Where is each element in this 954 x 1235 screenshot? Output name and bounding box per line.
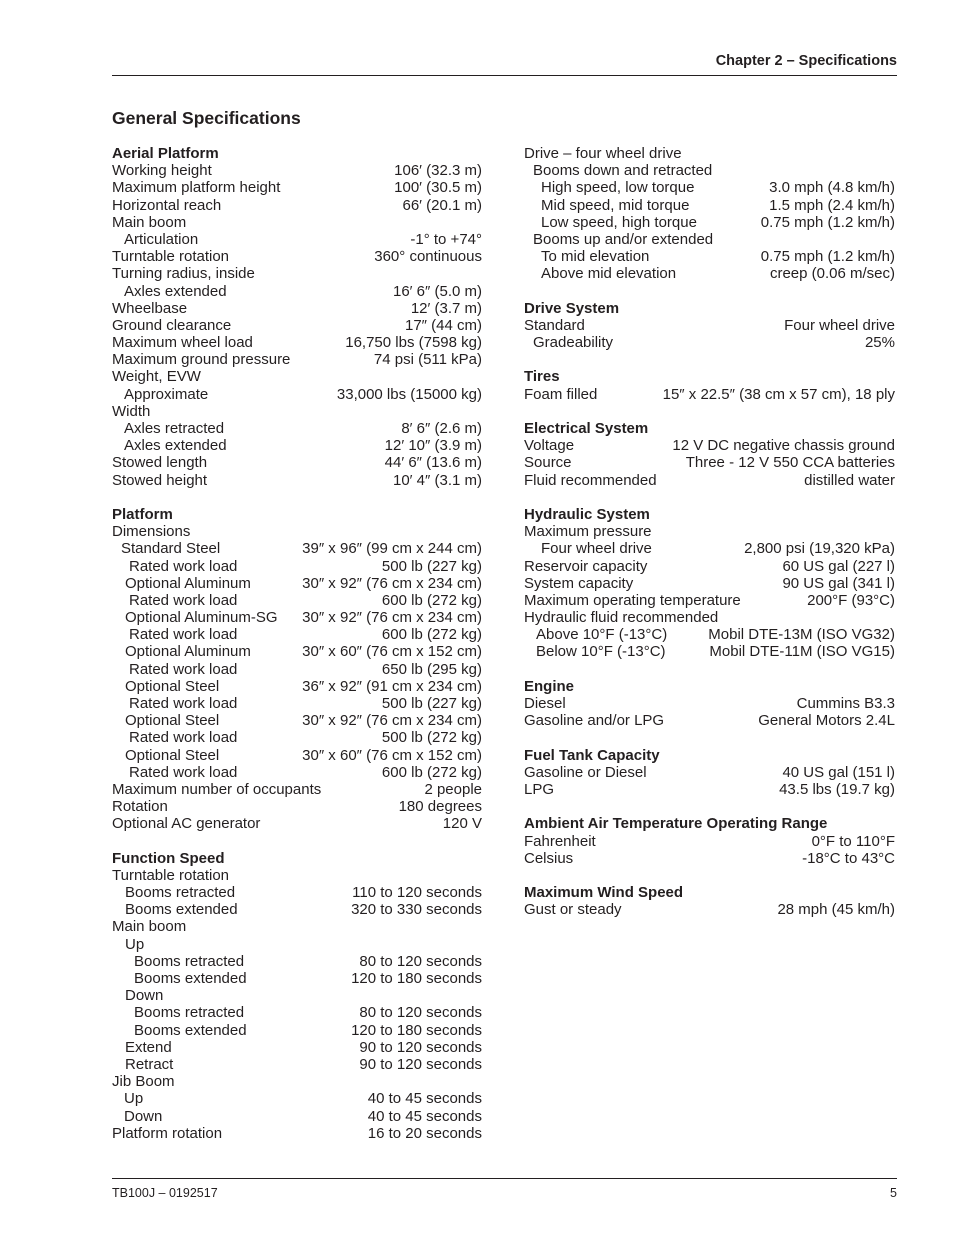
spec-row xyxy=(112,575,482,592)
footer-rule xyxy=(112,1178,897,1179)
spec-label: Foam filled xyxy=(524,385,598,403)
spec-row xyxy=(524,558,895,575)
spec-value: 106′ (32.3 m) xyxy=(394,162,482,180)
spec-value: 40 to 45 seconds xyxy=(367,1090,482,1108)
spec-label: System capacity xyxy=(524,574,634,592)
spec-label: Rated work load xyxy=(129,729,238,747)
spec-row xyxy=(112,403,482,420)
spec-value: 90 to 120 seconds xyxy=(359,1038,482,1056)
spec-row xyxy=(524,833,895,850)
spec-label: LPG xyxy=(524,780,555,798)
spec-label: Articulation xyxy=(124,230,199,248)
spec-label: Reservoir capacity xyxy=(524,557,648,575)
spec-row xyxy=(524,265,895,282)
spec-value: distilled water xyxy=(804,471,895,489)
spec-value: 30″ x 92″ (76 cm x 234 cm) xyxy=(302,712,482,730)
spec-row xyxy=(524,643,895,660)
spec-value: 90 US gal (341 l) xyxy=(782,574,895,592)
spec-row xyxy=(524,592,895,609)
spec-label: Optional Steel xyxy=(125,712,220,730)
spec-label: Main boom xyxy=(112,918,187,936)
spec-value: 120 to 180 seconds xyxy=(351,970,482,987)
spec-label: Platform rotation xyxy=(112,1124,223,1142)
spec-value: 44′ 6″ (13.6 m) xyxy=(384,454,482,472)
spec-row xyxy=(524,179,895,196)
spec-label: Gasoline and/or LPG xyxy=(524,712,665,730)
spec-row xyxy=(112,197,482,214)
spec-label: Booms up and/or extended xyxy=(533,230,714,248)
spec-label: Rated work load xyxy=(129,660,238,678)
spec-row xyxy=(112,1022,482,1039)
spec-row xyxy=(112,747,482,764)
section-heading: Drive System xyxy=(524,299,620,317)
spec-label: Wheelbase xyxy=(112,299,188,317)
spec-label: Turntable rotation xyxy=(112,866,230,884)
section-heading: Electrical System xyxy=(524,420,649,437)
spec-label: Turning radius, inside xyxy=(112,265,255,283)
spec-row xyxy=(112,626,482,643)
section-heading: Fuel Tank Capacity xyxy=(524,746,660,764)
spec-value: 74 psi (511 kPa) xyxy=(373,351,482,369)
spec-label: Weight, EVW xyxy=(112,368,201,386)
spec-label: Booms extended xyxy=(134,1021,247,1039)
spec-value: 43.5 lbs (19.7 kg) xyxy=(779,780,895,798)
spec-label: Main boom xyxy=(112,213,187,231)
spec-value: 600 lb (272 kg) xyxy=(381,591,482,609)
spec-value: 17″ (44 cm) xyxy=(405,316,482,334)
spec-label: Drive – four wheel drive xyxy=(524,145,682,162)
spec-label: Optional Aluminum xyxy=(125,643,251,661)
spec-label: Horizontal reach xyxy=(112,196,222,214)
spec-value: 39″ x 96″ (99 cm x 244 cm) xyxy=(302,540,482,558)
spec-value: 3.0 mph (4.8 km/h) xyxy=(769,179,895,197)
section-heading: Aerial Platform xyxy=(112,145,219,162)
spec-label: Axles extended xyxy=(124,437,227,455)
spec-row xyxy=(112,231,482,248)
spec-section-hydraulic-system xyxy=(524,506,895,661)
spec-row xyxy=(112,953,482,970)
spec-section-fuel-tank-capacity xyxy=(524,747,895,799)
spec-value: 2 people xyxy=(424,780,482,798)
spec-value: 120 V xyxy=(442,815,482,833)
spec-row xyxy=(112,386,482,403)
spec-label: Below 10°F (-13°C) xyxy=(536,643,666,661)
spec-label: Maximum ground pressure xyxy=(112,351,291,369)
spec-value: 2,800 psi (19,320 kPa) xyxy=(744,540,895,558)
spec-value: 16 to 20 seconds xyxy=(367,1124,482,1142)
spec-row xyxy=(112,472,482,489)
spec-label: Booms retracted xyxy=(125,884,236,902)
spec-value: 600 lb (272 kg) xyxy=(381,626,482,644)
spec-value: 66′ (20.1 m) xyxy=(402,196,482,214)
spec-row xyxy=(524,214,895,231)
spec-section-electrical-system xyxy=(524,420,895,489)
spec-row xyxy=(524,231,895,248)
spec-row xyxy=(112,781,482,798)
spec-row xyxy=(112,592,482,609)
spec-value: 120 to 180 seconds xyxy=(351,1021,482,1039)
spec-label: Maximum number of occupants xyxy=(112,780,322,798)
spec-row xyxy=(112,540,482,557)
spec-row xyxy=(112,334,482,351)
spec-label: Source xyxy=(524,454,572,472)
spec-value: 30″ x 60″ (76 cm x 152 cm) xyxy=(302,643,482,661)
spec-label: Stowed length xyxy=(112,454,208,472)
spec-label: Diesel xyxy=(524,695,566,712)
spec-row xyxy=(524,781,895,798)
spec-row xyxy=(112,867,482,884)
spec-row xyxy=(112,936,482,953)
section-heading: Function Speed xyxy=(112,849,225,867)
spec-label: Stowed height xyxy=(112,471,208,489)
spec-value: 16,750 lbs (7598 kg) xyxy=(345,334,482,352)
spec-label: Fahrenheit xyxy=(524,832,596,850)
spec-value: 360° continuous xyxy=(374,248,482,266)
spec-label: Maximum platform height xyxy=(112,179,281,197)
spec-row xyxy=(524,523,895,540)
spec-label: Rated work load xyxy=(129,763,238,781)
header-rule xyxy=(112,75,897,76)
spec-row xyxy=(524,162,895,179)
spec-label: Rated work load xyxy=(129,626,238,644)
spec-label: High speed, low torque xyxy=(541,179,695,197)
spec-row xyxy=(112,918,482,935)
spec-row xyxy=(112,523,482,540)
spec-label: Gust or steady xyxy=(524,901,622,919)
spec-row xyxy=(112,420,482,437)
spec-value: -1° to +74° xyxy=(410,230,482,248)
spec-section-drive-system xyxy=(524,300,895,352)
spec-row xyxy=(112,317,482,334)
spec-value: 320 to 330 seconds xyxy=(351,901,482,919)
spec-value: Mobil DTE-11M (ISO VG15) xyxy=(709,643,895,661)
spec-row xyxy=(112,764,482,781)
spec-section-function-speed xyxy=(112,850,482,1142)
page-number: 5 xyxy=(890,1186,897,1200)
spec-label: Above mid elevation xyxy=(541,265,677,283)
spec-label: Down xyxy=(125,987,164,1005)
spec-label: Rated work load xyxy=(129,557,238,575)
spec-section-tires xyxy=(524,368,895,402)
spec-value: 100′ (30.5 m) xyxy=(394,179,482,197)
document-id: TB100J – 0192517 xyxy=(112,1186,218,1200)
spec-value: 500 lb (272 kg) xyxy=(381,729,482,747)
spec-row xyxy=(112,643,482,660)
spec-label: Axles extended xyxy=(124,282,227,300)
spec-label: Standard xyxy=(524,316,585,334)
spec-label: Ground clearance xyxy=(112,316,232,334)
spec-row xyxy=(524,437,895,454)
spec-value: 1.5 mph (2.4 km/h) xyxy=(769,196,895,214)
spec-row xyxy=(112,678,482,695)
spec-value: 650 lb (295 kg) xyxy=(381,660,482,678)
spec-row xyxy=(112,162,482,179)
spec-label: Extend xyxy=(125,1038,172,1056)
spec-section-aerial-platform xyxy=(112,145,482,489)
spec-label: Up xyxy=(125,935,145,953)
spec-value: 30″ x 92″ (76 cm x 234 cm) xyxy=(302,574,482,592)
spec-label: Width xyxy=(112,402,151,420)
spec-label: Booms extended xyxy=(125,901,238,919)
spec-value: 60 US gal (227 l) xyxy=(782,557,895,575)
spec-label: Dimensions xyxy=(112,523,191,541)
spec-row xyxy=(524,609,895,626)
spec-label: Rotation xyxy=(112,798,168,816)
spec-row xyxy=(112,609,482,626)
spec-value: 25% xyxy=(864,334,895,352)
spec-label: Optional AC generator xyxy=(112,815,261,833)
spec-value: 180 degrees xyxy=(398,798,482,816)
page-title: General Specifications xyxy=(112,108,301,128)
spec-section-engine xyxy=(524,678,895,730)
spec-label: Low speed, high torque xyxy=(541,213,697,231)
spec-row xyxy=(112,695,482,712)
spec-value: 36″ x 92″ (91 cm x 234 cm) xyxy=(302,677,482,695)
spec-value: 40 to 45 seconds xyxy=(367,1107,482,1125)
spec-label: Maximum wheel load xyxy=(112,334,253,352)
spec-value: 12 V DC negative chassis ground xyxy=(672,437,895,455)
spec-row xyxy=(524,695,895,712)
section-heading: Platform xyxy=(112,505,173,523)
spec-row xyxy=(112,1090,482,1107)
spec-value: 0.75 mph (1.2 km/h) xyxy=(760,213,895,231)
section-heading: Tires xyxy=(524,368,560,386)
spec-value: 16′ 6″ (5.0 m) xyxy=(393,282,482,300)
spec-label: Mid speed, mid torque xyxy=(541,196,690,214)
spec-label: Gasoline or Diesel xyxy=(524,763,647,781)
spec-value: 10′ 4″ (3.1 m) xyxy=(393,471,482,489)
spec-row xyxy=(112,798,482,815)
spec-row xyxy=(112,987,482,1004)
spec-label: Rated work load xyxy=(129,695,238,712)
spec-label: Booms down and retracted xyxy=(533,162,713,180)
spec-value: 30″ x 60″ (76 cm x 152 cm) xyxy=(302,746,482,764)
spec-row xyxy=(524,764,895,781)
spec-row xyxy=(524,334,895,351)
spec-value: creep (0.06 m/sec) xyxy=(769,265,895,283)
spec-section-maximum-wind-speed xyxy=(524,884,895,918)
spec-value: -18°C to 43°C xyxy=(802,849,895,867)
spec-value: 200°F (93°C) xyxy=(807,591,895,609)
section-heading: Hydraulic System xyxy=(524,505,650,523)
spec-label: Booms retracted xyxy=(134,1004,245,1022)
spec-label: Jib Boom xyxy=(112,1073,175,1091)
spec-label: Hydraulic fluid recommended xyxy=(524,609,719,627)
spec-row xyxy=(524,575,895,592)
spec-label: To mid elevation xyxy=(541,248,650,266)
spec-row xyxy=(112,884,482,901)
spec-row xyxy=(112,368,482,385)
spec-value: 600 lb (272 kg) xyxy=(381,763,482,781)
spec-label: Rated work load xyxy=(129,591,238,609)
spec-value: 0.75 mph (1.2 km/h) xyxy=(760,248,895,266)
spec-row xyxy=(112,901,482,918)
spec-row xyxy=(112,1056,482,1073)
spec-section-platform xyxy=(112,506,482,833)
spec-row xyxy=(112,970,482,987)
spec-label: Optional Aluminum xyxy=(125,574,251,592)
spec-value: 30″ x 92″ (76 cm x 234 cm) xyxy=(302,609,482,627)
spec-label: Gradeability xyxy=(533,334,614,352)
spec-row xyxy=(112,1073,482,1090)
spec-row xyxy=(112,300,482,317)
spec-row xyxy=(112,437,482,454)
spec-value: Three - 12 V 550 CCA batteries xyxy=(685,454,895,472)
spec-label: Booms extended xyxy=(134,970,247,987)
spec-label: Optional Steel xyxy=(125,677,220,695)
spec-row xyxy=(524,712,895,729)
spec-label: Turntable rotation xyxy=(112,248,230,266)
spec-row xyxy=(524,850,895,867)
spec-value: 33,000 lbs (15000 kg) xyxy=(336,385,482,403)
spec-value: 500 lb (227 kg) xyxy=(381,695,482,712)
spec-row xyxy=(112,1108,482,1125)
spec-label: Working height xyxy=(112,162,212,180)
spec-value: 90 to 120 seconds xyxy=(359,1055,482,1073)
spec-label: Optional Steel xyxy=(125,746,220,764)
spec-label: Axles retracted xyxy=(124,420,225,437)
spec-row xyxy=(524,197,895,214)
spec-value: 12′ 10″ (3.9 m) xyxy=(384,437,482,455)
spec-value: 80 to 120 seconds xyxy=(359,952,482,970)
spec-label: Booms retracted xyxy=(134,952,245,970)
spec-row xyxy=(112,248,482,265)
spec-value: 110 to 120 seconds xyxy=(352,884,482,902)
spec-row xyxy=(112,351,482,368)
spec-label: Maximum pressure xyxy=(524,523,652,541)
section-heading: Engine xyxy=(524,677,575,695)
spec-row xyxy=(524,317,895,334)
spec-row xyxy=(112,265,482,282)
spec-row xyxy=(112,283,482,300)
spec-row xyxy=(524,386,895,403)
section-heading: Maximum Wind Speed xyxy=(524,884,684,902)
spec-row xyxy=(112,712,482,729)
right-column xyxy=(524,145,895,936)
spec-row xyxy=(112,214,482,231)
spec-row xyxy=(524,540,895,557)
spec-row xyxy=(524,626,895,643)
spec-value: Four wheel drive xyxy=(784,316,895,334)
spec-value: 8′ 6″ (2.6 m) xyxy=(401,420,482,437)
spec-row xyxy=(112,815,482,832)
spec-value: 40 US gal (151 l) xyxy=(782,763,895,781)
spec-label: Down xyxy=(124,1107,163,1125)
spec-value: General Motors 2.4L xyxy=(758,712,895,730)
spec-label: Up xyxy=(124,1090,144,1108)
spec-label: Retract xyxy=(125,1055,174,1073)
spec-label: Fluid recommended xyxy=(524,471,657,489)
spec-row xyxy=(112,729,482,746)
spec-row xyxy=(524,248,895,265)
left-column xyxy=(112,145,482,1159)
spec-row xyxy=(112,661,482,678)
spec-label: Four wheel drive xyxy=(541,540,652,558)
spec-value: 500 lb (227 kg) xyxy=(381,557,482,575)
spec-label: Optional Aluminum-SG xyxy=(125,609,278,627)
spec-label: Approximate xyxy=(124,385,209,403)
spec-label: Celsius xyxy=(524,849,574,867)
spec-label: Above 10°F (-13°C) xyxy=(536,626,668,644)
spec-row xyxy=(524,145,895,162)
spec-row xyxy=(524,901,895,918)
spec-row xyxy=(112,454,482,471)
spec-row xyxy=(112,1125,482,1142)
section-heading: Ambient Air Temperature Operating Range xyxy=(524,815,828,833)
spec-value: 28 mph (45 km/h) xyxy=(777,901,895,919)
spec-row xyxy=(524,472,895,489)
spec-label: Maximum operating temperature xyxy=(524,591,741,609)
spec-section-ambient-air-temperature-operating-range xyxy=(524,815,895,867)
spec-row xyxy=(112,1039,482,1056)
spec-section-row xyxy=(524,145,895,283)
spec-label: Voltage xyxy=(524,437,575,455)
spec-row xyxy=(524,454,895,471)
spec-label: Standard Steel xyxy=(121,540,221,558)
spec-value: 80 to 120 seconds xyxy=(359,1004,482,1022)
spec-row xyxy=(112,1004,482,1021)
spec-value: Cummins B3.3 xyxy=(796,695,895,712)
spec-value: 12′ (3.7 m) xyxy=(410,299,482,317)
spec-row xyxy=(112,558,482,575)
spec-value: 15″ x 22.5″ (38 cm x 57 cm), 18 ply xyxy=(662,385,895,403)
spec-value: Mobil DTE-13M (ISO VG32) xyxy=(708,626,895,644)
chapter-header: Chapter 2 – Specifications xyxy=(715,53,897,69)
spec-row xyxy=(112,179,482,196)
spec-value: 0°F to 110°F xyxy=(811,832,895,850)
